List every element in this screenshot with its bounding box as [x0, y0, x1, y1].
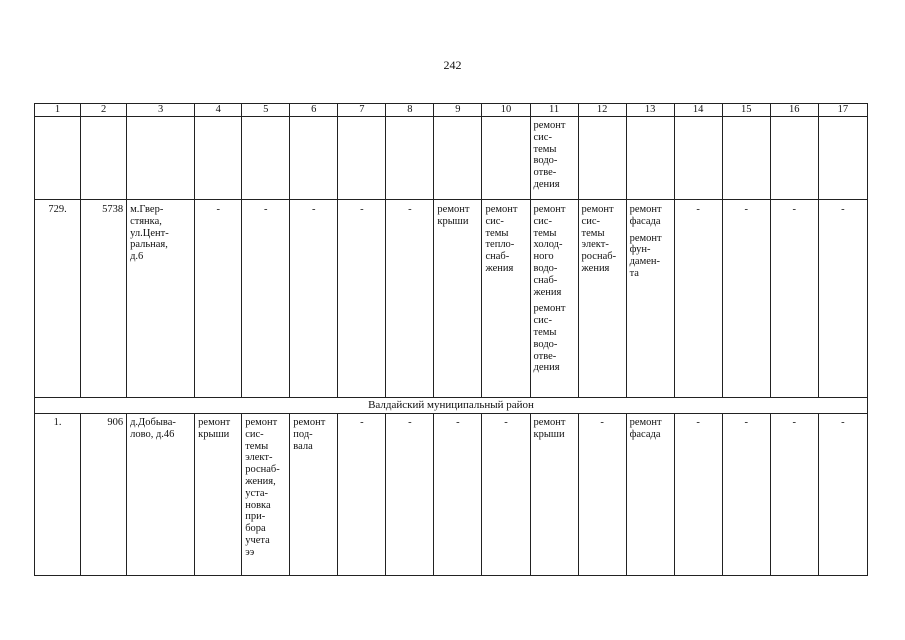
header-cell: 15 — [722, 104, 770, 117]
header-cell: 11 — [530, 104, 578, 117]
table-cell — [434, 200, 482, 398]
district-header-row — [35, 398, 868, 414]
table-cell — [35, 117, 81, 200]
capital-repair-table — [34, 103, 868, 576]
table-row — [35, 200, 868, 398]
table-cell — [195, 414, 242, 576]
table-cell — [242, 414, 290, 576]
header-cell: 13 — [626, 104, 674, 117]
table-cell: - — [722, 414, 770, 576]
table-cell — [434, 117, 482, 200]
header-cell: 6 — [290, 104, 338, 117]
table-cell: - — [242, 200, 290, 398]
table-cell — [626, 200, 674, 398]
page-number: 242 — [443, 58, 462, 72]
table-cell — [530, 117, 578, 200]
work-item: ремонт фун- дамен- та — [629, 232, 662, 279]
header-cell: 1 — [35, 104, 81, 117]
address-cell: м.Гвер- стянка, ул.Цент- ральная, д.6 — [127, 200, 195, 398]
table-cell: - — [290, 200, 338, 398]
table-cell: - — [578, 414, 626, 576]
table-cell — [818, 117, 867, 200]
work-item: ремонт под- вала — [293, 417, 326, 452]
house-code: 906 — [81, 414, 127, 576]
work-item: ремонт сис- темы тепло- снаб- жения — [485, 204, 518, 274]
work-item: ремонт сис- темы элект- роснаб- жения, уста- новка при- бора учета ээ — [245, 417, 280, 558]
header-cell: 12 — [578, 104, 626, 117]
table-cell — [626, 414, 674, 576]
work-item: ремонт крыши — [533, 417, 566, 440]
table-cell: - — [818, 200, 867, 398]
header-cell: 9 — [434, 104, 482, 117]
table-cell: - — [818, 414, 867, 576]
header-cell: 17 — [818, 104, 867, 117]
table-row — [35, 414, 868, 576]
table-cell — [674, 117, 722, 200]
header-cell: 10 — [482, 104, 530, 117]
table-cell — [482, 200, 530, 398]
table-cell — [195, 117, 242, 200]
table-cell: - — [674, 414, 722, 576]
table-cell — [482, 117, 530, 200]
table-cell — [386, 117, 434, 200]
column-number-row — [35, 104, 868, 117]
table-cell — [127, 117, 195, 200]
table-cell — [81, 117, 127, 200]
district-title: Валдайский муниципальный район — [35, 398, 868, 414]
table-cell — [530, 414, 578, 576]
header-cell: 4 — [195, 104, 242, 117]
work-item: ремонт крыши — [437, 204, 470, 227]
table-cell — [242, 117, 290, 200]
work-item: ремонт фасада — [629, 417, 662, 440]
table-cell: - — [482, 414, 530, 576]
work-item: ремонт сис- темы водо- отве- дения — [533, 303, 566, 374]
header-cell: 3 — [127, 104, 195, 117]
table-cell — [578, 200, 626, 398]
table-cell — [722, 117, 770, 200]
work-item: ремонт сис- темы элект- роснаб- жения — [581, 204, 617, 274]
header-cell: 2 — [81, 104, 127, 117]
row-number: 1. — [35, 414, 81, 576]
table-cell — [290, 414, 338, 576]
header-cell: 14 — [674, 104, 722, 117]
work-item: ремонт фасада — [629, 204, 662, 227]
table-cell — [626, 117, 674, 200]
header-cell: 8 — [386, 104, 434, 117]
table-cell: - — [338, 200, 386, 398]
header-cell: 7 — [338, 104, 386, 117]
table-cell: - — [195, 200, 242, 398]
table-cell: - — [386, 200, 434, 398]
header-cell: 5 — [242, 104, 290, 117]
table-cell — [338, 117, 386, 200]
table-cell: - — [338, 414, 386, 576]
row-number: 729. — [35, 200, 81, 398]
table-cell: - — [770, 200, 818, 398]
work-item: ремонт сис- темы холод- ного водо- снаб- жения — [533, 204, 566, 298]
work-item: ремонт сис- темы водо- отве- дения — [533, 120, 566, 190]
table-cell — [770, 117, 818, 200]
table-cell — [578, 117, 626, 200]
table-cell: - — [722, 200, 770, 398]
table-cell — [530, 200, 578, 398]
address-cell: д.Добыва- лово, д.46 — [127, 414, 195, 576]
work-item: ремонт крыши — [198, 417, 231, 440]
table-cell: - — [434, 414, 482, 576]
table-cell — [290, 117, 338, 200]
continuation-row — [35, 117, 868, 200]
table-cell: - — [770, 414, 818, 576]
house-code: 5738 — [81, 200, 127, 398]
table-cell: - — [386, 414, 434, 576]
header-cell: 16 — [770, 104, 818, 117]
table-cell: - — [674, 200, 722, 398]
